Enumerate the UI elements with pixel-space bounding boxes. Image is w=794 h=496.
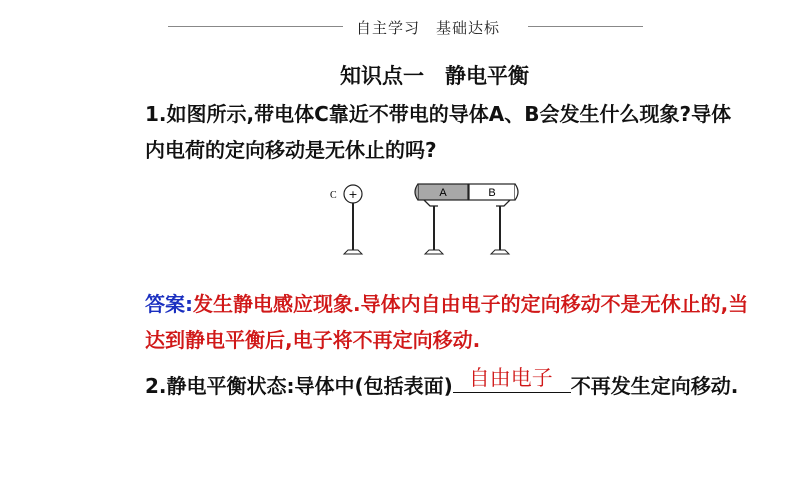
answer-text: 发生静电感应现象.导体内自由电子的定向移动不是无休止的,当达到静电平衡后,电子将不再定向移动. [145,292,749,352]
question-2-suffix: 不再发生定向移动. [570,374,739,398]
blank-answer: 自由电子 [468,366,553,390]
header-divider-left [168,26,343,27]
fill-in-blank [453,368,571,393]
header-divider-right [528,26,643,27]
stand-a-base [425,250,443,254]
stand-c-base [344,250,362,254]
label-a: A [439,187,447,199]
answer-block [145,286,760,358]
stand-b-base [491,250,509,254]
section-header [0,8,794,44]
question-2-prefix: 2.静电平衡状态:导体中(包括表面) [145,374,453,398]
label-c: C [330,190,337,201]
answer-label: 答案: [145,292,193,316]
electrostatic-induction-figure [320,178,520,268]
conductor-a-end [415,184,418,200]
figure-svg [320,178,520,268]
question-1: 1.如图所示,带电体C靠近不带电的导体A、B会发生什么现象?导体内电荷的定向移动是无休止的吗? [145,102,732,162]
question-2 [145,368,760,404]
stand-a-arm [424,200,438,206]
section-label: 自主学习 基础达标 [356,19,501,37]
conductor-b-end [515,184,518,200]
knowledge-point-title: 知识点一 静电平衡 [340,64,529,88]
stand-b-arm [496,200,510,206]
charge-sign: + [348,188,358,201]
label-b: B [488,187,496,199]
